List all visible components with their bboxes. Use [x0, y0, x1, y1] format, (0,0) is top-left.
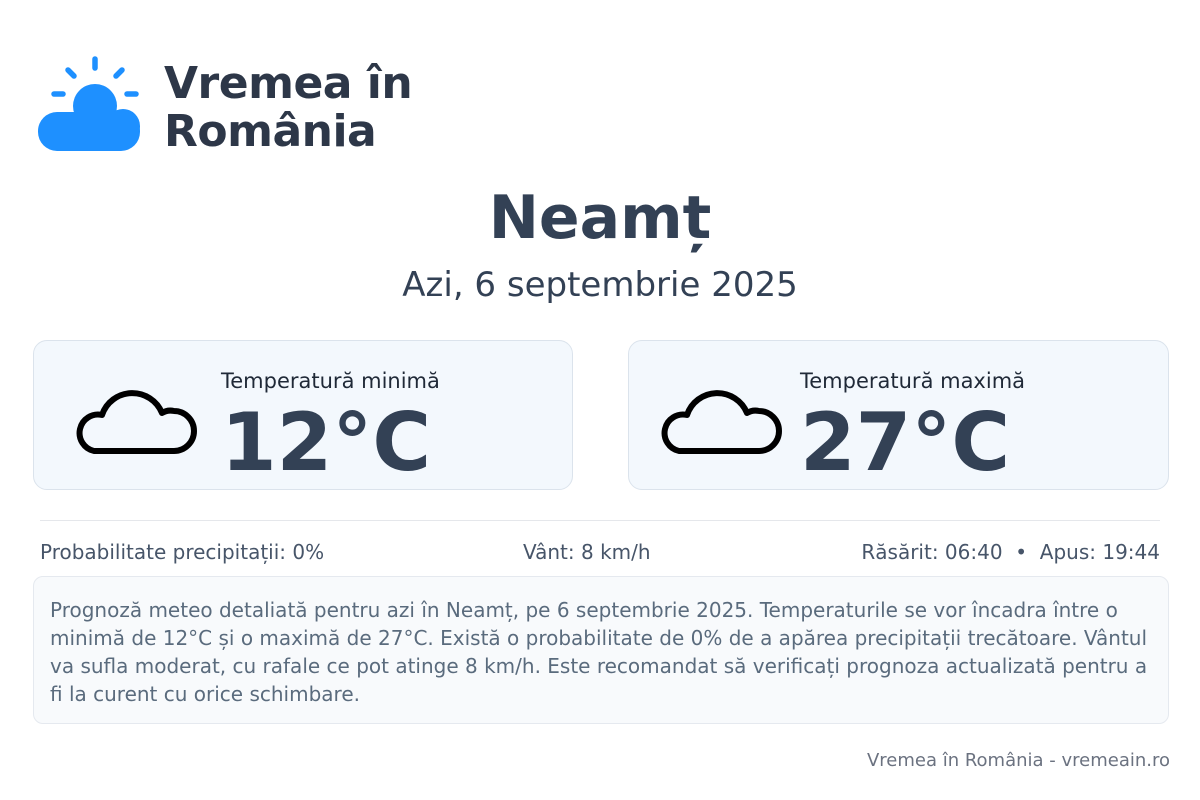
divider — [40, 520, 1160, 521]
brand-name — [164, 60, 412, 156]
sun-behind-cloud-icon — [38, 56, 142, 152]
brand-logo — [38, 56, 412, 156]
wind-stat: Vânt: 8 km/h — [523, 540, 651, 564]
max-temperature-value: 27°C — [800, 396, 1011, 489]
min-temperature-label: Temperatură minimă — [221, 369, 440, 393]
cloud-icon — [659, 375, 785, 459]
footer-credit: Vremea în România - vremeain.ro — [866, 750, 1170, 771]
sunrise-sunset-stat: Răsărit: 06:40 • Apus: 19:44 — [861, 540, 1160, 564]
max-temperature-label: Temperatură maximă — [800, 369, 1026, 393]
min-temperature-value: 12°C — [221, 396, 432, 489]
max-temperature-card — [628, 340, 1169, 490]
date-subtitle: Azi, 6 septembrie 2025 — [402, 265, 798, 305]
weather-stats — [40, 540, 1160, 568]
brand-name-line2: România — [164, 106, 377, 157]
precipitation-stat: Probabilitate precipitații: 0% — [40, 540, 325, 564]
forecast-description: Prognoză meteo detaliată pentru azi în Neamț, pe 6 septembrie 2025. Temperaturile se vor încadra între o minimă de 12°C și o maximă de 27°C. Există o probabilitate de 0% de a apărea precipitații trecătoare. Vântul va sufla moderat, cu rafale ce pot atinge 8 km/h. Este recomandat să verificați prognoza actualizată pentru a fi la curent cu orice schimbare. — [33, 576, 1169, 724]
cloud-icon — [74, 375, 200, 459]
brand-name-line1: Vremea în — [164, 58, 413, 109]
location-title: Neamț — [488, 183, 712, 253]
min-temperature-card — [33, 340, 573, 490]
